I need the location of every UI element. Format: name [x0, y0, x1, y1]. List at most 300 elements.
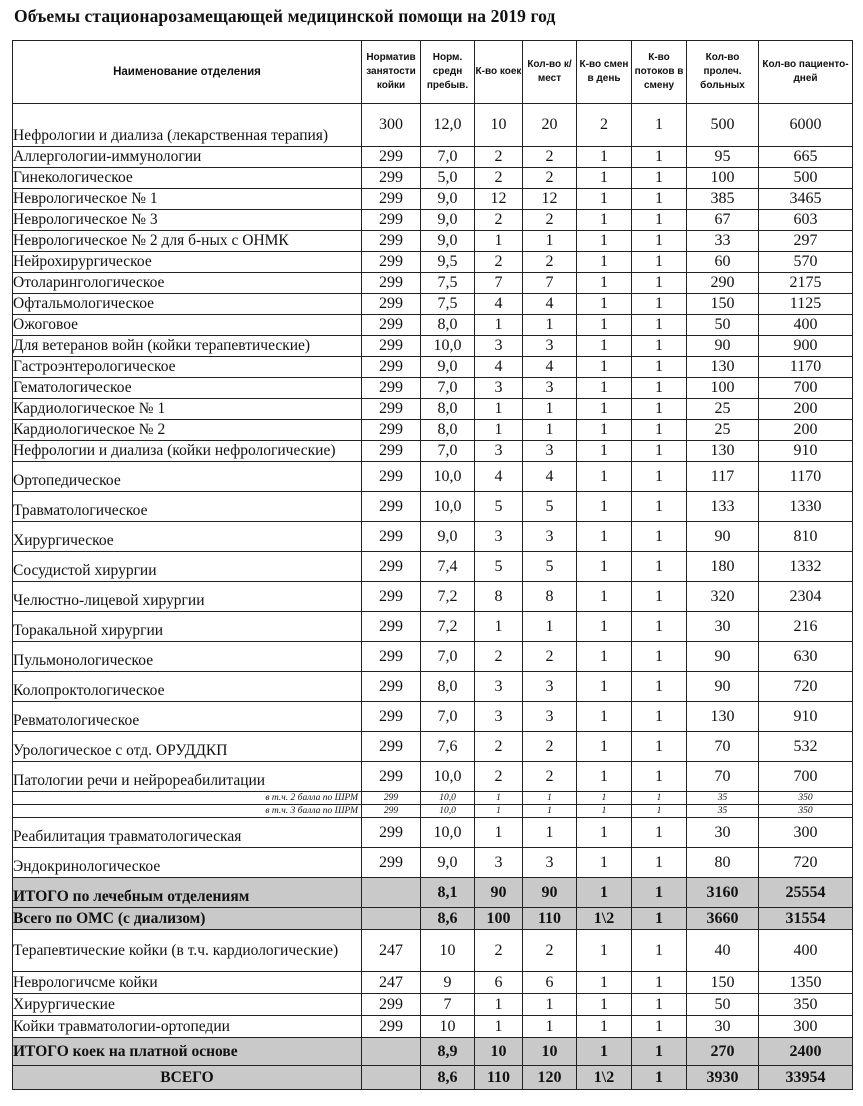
department-name: ВСЕГО [13, 1066, 362, 1090]
header-places-count: Кол-во к/мест [523, 41, 577, 104]
cell-value: 1 [632, 399, 687, 420]
table-row [13, 732, 853, 762]
cell-value: 10,0 [421, 762, 475, 792]
cell-value: 35 [687, 792, 759, 805]
cell-value: 3660 [687, 908, 759, 930]
table-row [13, 582, 853, 612]
department-name: Гастроэнтерологическое [13, 357, 362, 378]
cell-value: 10 [475, 104, 523, 147]
cell-value: 6 [475, 972, 523, 994]
cell-value: 1 [577, 336, 632, 357]
cell-value: 2 [475, 762, 523, 792]
cell-value: 1 [475, 315, 523, 336]
cell-value: 299 [362, 168, 421, 189]
cell-value: 70 [687, 732, 759, 762]
subtotal-row [13, 792, 853, 805]
department-name: Неврологическое № 2 для б-ных с ОНМК [13, 231, 362, 252]
department-name: Офтальмологическое [13, 294, 362, 315]
cell-value: 1 [632, 104, 687, 147]
cell-value: 31554 [759, 908, 853, 930]
cell-value: 1125 [759, 294, 853, 315]
cell-value: 5 [523, 552, 577, 582]
cell-value: 1 [632, 818, 687, 848]
page-title: Объемы стационарозамещающей медицинской помощи на 2019 год [14, 6, 556, 26]
cell-value: 7 [523, 273, 577, 294]
cell-value: 150 [687, 972, 759, 994]
cell-value: 25 [687, 420, 759, 441]
cell-value: 247 [362, 930, 421, 972]
cell-value: 720 [759, 848, 853, 878]
cell-value: 90 [687, 522, 759, 552]
cell-value: 299 [362, 315, 421, 336]
cell-value: 247 [362, 972, 421, 994]
cell-value: 2 [475, 210, 523, 231]
department-name: Неврологическое № 3 [13, 210, 362, 231]
cell-value: 60 [687, 252, 759, 273]
cell-value: 299 [362, 994, 421, 1016]
cell-value: 300 [759, 1016, 853, 1038]
department-name: Хирургические [13, 994, 362, 1016]
cell-value: 1 [632, 252, 687, 273]
cell-value: 1 [632, 930, 687, 972]
cell-value [362, 878, 421, 908]
cell-value: 700 [759, 378, 853, 399]
cell-value: 1 [632, 732, 687, 762]
cell-value: 8,6 [421, 1066, 475, 1090]
cell-value: 117 [687, 462, 759, 492]
cell-value: 150 [687, 294, 759, 315]
cell-value: 30 [687, 612, 759, 642]
cell-value: 2 [523, 930, 577, 972]
header-bed-occupancy-norm: Норматив занятости койки [362, 41, 421, 104]
cell-value: 1 [632, 582, 687, 612]
cell-value: 1 [632, 378, 687, 399]
cell-value: 10 [421, 1016, 475, 1038]
cell-value: 1 [632, 994, 687, 1016]
department-name: Ортопедическое [13, 462, 362, 492]
table-row [13, 273, 853, 294]
cell-value: 1 [577, 612, 632, 642]
cell-value: 1 [632, 1066, 687, 1090]
cell-value: 1 [577, 818, 632, 848]
cell-value: 5 [523, 492, 577, 522]
table-row [13, 210, 853, 231]
cell-value: 3 [523, 336, 577, 357]
cell-value: 8 [475, 582, 523, 612]
cell-value: 67 [687, 210, 759, 231]
cell-value: 5 [475, 552, 523, 582]
cell-value: 720 [759, 672, 853, 702]
cell-value: 1 [632, 848, 687, 878]
cell-value: 1 [632, 762, 687, 792]
cell-value [362, 1066, 421, 1090]
table-row [13, 378, 853, 399]
cell-value: 299 [362, 672, 421, 702]
cell-value: 2 [475, 252, 523, 273]
cell-value: 385 [687, 189, 759, 210]
cell-value: 100 [687, 378, 759, 399]
table-row [13, 762, 853, 792]
table-row [13, 357, 853, 378]
cell-value: 665 [759, 147, 853, 168]
cell-value: 130 [687, 441, 759, 462]
cell-value: 270 [687, 1038, 759, 1066]
cell-value: 1 [577, 147, 632, 168]
cell-value: 350 [759, 792, 853, 805]
table-row [13, 1016, 853, 1038]
table-row [13, 315, 853, 336]
cell-value [362, 1038, 421, 1066]
cell-value: 603 [759, 210, 853, 231]
table-row [13, 848, 853, 878]
total-row [13, 1038, 853, 1066]
cell-value: 910 [759, 441, 853, 462]
cell-value: 1 [577, 273, 632, 294]
cell-value: 3 [523, 672, 577, 702]
cell-value: 130 [687, 702, 759, 732]
cell-value: 1\2 [577, 908, 632, 930]
cell-value: 2 [523, 762, 577, 792]
cell-value: 299 [362, 420, 421, 441]
cell-value: 299 [362, 189, 421, 210]
cell-value: 9,0 [421, 231, 475, 252]
cell-value: 9,0 [421, 522, 475, 552]
department-name: Ревматологическое [13, 702, 362, 732]
cell-value: 3 [523, 522, 577, 552]
cell-value: 3 [523, 702, 577, 732]
cell-value: 8 [523, 582, 577, 612]
cell-value: 299 [362, 462, 421, 492]
cell-value: 4 [475, 462, 523, 492]
table-row [13, 336, 853, 357]
cell-value: 1 [577, 210, 632, 231]
cell-value: 1 [577, 582, 632, 612]
cell-value: 4 [475, 357, 523, 378]
cell-value: 8,0 [421, 315, 475, 336]
total-row [13, 878, 853, 908]
department-name: Нефрологии и диализа (койки нефрологические) [13, 441, 362, 462]
cell-value: 1 [523, 420, 577, 441]
cell-value: 500 [687, 104, 759, 147]
cell-value: 299 [362, 818, 421, 848]
cell-value: 350 [759, 994, 853, 1016]
cell-value: 299 [362, 522, 421, 552]
department-name: Нефрологии и диализа (лекарственная терапия) [13, 104, 362, 147]
department-name: Эндокринологическое [13, 848, 362, 878]
cell-value: 8,1 [421, 878, 475, 908]
cell-value: 100 [475, 908, 523, 930]
cell-value: 8,9 [421, 1038, 475, 1066]
cell-value: 1 [632, 147, 687, 168]
cell-value: 200 [759, 420, 853, 441]
cell-value: 40 [687, 930, 759, 972]
cell-value: 299 [362, 378, 421, 399]
cell-value: 810 [759, 522, 853, 552]
cell-value: 10,0 [421, 818, 475, 848]
cell-value: 1 [632, 1016, 687, 1038]
cell-value: 1 [475, 994, 523, 1016]
cell-value: 1 [475, 612, 523, 642]
department-name: Патологии речи и нейрореабилитации [13, 762, 362, 792]
cell-value: 1 [632, 189, 687, 210]
cell-value: 1 [577, 522, 632, 552]
cell-value: 299 [362, 582, 421, 612]
cell-value: 8,6 [421, 908, 475, 930]
cell-value: 400 [759, 315, 853, 336]
cell-value: 299 [362, 702, 421, 732]
cell-value: 1 [577, 357, 632, 378]
table-row [13, 994, 853, 1016]
cell-value: 3 [475, 522, 523, 552]
cell-value: 1330 [759, 492, 853, 522]
cell-value: 30 [687, 818, 759, 848]
cell-value: 1 [577, 1038, 632, 1066]
cell-value: 1 [523, 231, 577, 252]
header-patient-days: Кол-во пациенто-дней [759, 41, 853, 104]
cell-value: 8,0 [421, 420, 475, 441]
cell-value: 1 [632, 792, 687, 805]
department-name: Реабилитация травматологическая [13, 818, 362, 848]
volumes-table [12, 40, 853, 1090]
cell-value: 1 [523, 1016, 577, 1038]
cell-value: 2 [475, 732, 523, 762]
cell-value: 9,5 [421, 252, 475, 273]
cell-value: 1 [523, 792, 577, 805]
table-row [13, 147, 853, 168]
department-name: Кардиологическое № 2 [13, 420, 362, 441]
table-row [13, 612, 853, 642]
cell-value: 90 [687, 336, 759, 357]
cell-value: 7,2 [421, 612, 475, 642]
cell-value: 1 [523, 612, 577, 642]
cell-value: 33954 [759, 1066, 853, 1090]
cell-value: 20 [523, 104, 577, 147]
header-department: Наименование отделения [13, 41, 362, 104]
cell-value: 6 [523, 972, 577, 994]
cell-value: 3 [475, 336, 523, 357]
cell-value: 10,0 [421, 492, 475, 522]
cell-value: 9,0 [421, 189, 475, 210]
cell-value: 1 [632, 420, 687, 441]
cell-value: 1 [577, 294, 632, 315]
cell-value: 1 [523, 818, 577, 848]
cell-value: 3 [475, 672, 523, 702]
cell-value: 400 [759, 930, 853, 972]
cell-value: 9,0 [421, 357, 475, 378]
cell-value: 12 [475, 189, 523, 210]
cell-value: 299 [362, 357, 421, 378]
cell-value: 7,0 [421, 702, 475, 732]
cell-value: 1 [632, 552, 687, 582]
cell-value: 7 [475, 273, 523, 294]
cell-value: 1 [577, 441, 632, 462]
department-name: Неврологическое № 1 [13, 189, 362, 210]
department-name: Терапевтические койки (в т.ч. кардиологические) [13, 930, 362, 972]
cell-value: 2 [577, 104, 632, 147]
cell-value: 100 [687, 168, 759, 189]
cell-value: 1 [523, 315, 577, 336]
cell-value: 1 [577, 878, 632, 908]
department-name: Всего по ОМС (с диализом) [13, 908, 362, 930]
cell-value: 1 [577, 972, 632, 994]
cell-value: 570 [759, 252, 853, 273]
cell-value: 1 [577, 672, 632, 702]
cell-value: 299 [362, 441, 421, 462]
table-row [13, 552, 853, 582]
cell-value: 133 [687, 492, 759, 522]
cell-value: 1 [632, 231, 687, 252]
cell-value: 1 [577, 805, 632, 818]
table-row [13, 399, 853, 420]
cell-value: 50 [687, 994, 759, 1016]
cell-value: 1332 [759, 552, 853, 582]
cell-value: 1 [632, 294, 687, 315]
cell-value: 2 [523, 168, 577, 189]
cell-value: 7,2 [421, 582, 475, 612]
header-beds-count: К-во коек [475, 41, 523, 104]
table-row [13, 672, 853, 702]
cell-value: 1 [632, 441, 687, 462]
cell-value: 1 [577, 552, 632, 582]
table-row [13, 231, 853, 252]
department-name: Торакальной хирургии [13, 612, 362, 642]
cell-value: 10,0 [421, 805, 475, 818]
cell-value: 910 [759, 702, 853, 732]
cell-value: 7,0 [421, 147, 475, 168]
cell-value: 532 [759, 732, 853, 762]
cell-value: 299 [362, 1016, 421, 1038]
cell-value: 1 [577, 378, 632, 399]
department-name: Аллергологии-иммунологии [13, 147, 362, 168]
cell-value: 9,0 [421, 210, 475, 231]
table-row [13, 462, 853, 492]
cell-value: 1 [475, 399, 523, 420]
cell-value: 33 [687, 231, 759, 252]
cell-value: 299 [362, 147, 421, 168]
department-name: Койки травматологии-ортопедии [13, 1016, 362, 1038]
cell-value: 1 [577, 189, 632, 210]
cell-value: 1 [523, 994, 577, 1016]
cell-value: 299 [362, 732, 421, 762]
cell-value: 2400 [759, 1038, 853, 1066]
cell-value: 1 [577, 168, 632, 189]
department-name: Отоларингологическое [13, 273, 362, 294]
cell-value: 4 [523, 462, 577, 492]
cell-value: 3930 [687, 1066, 759, 1090]
cell-value: 1 [632, 210, 687, 231]
cell-value: 216 [759, 612, 853, 642]
cell-value: 70 [687, 762, 759, 792]
cell-value: 10 [523, 1038, 577, 1066]
cell-value: 1 [475, 792, 523, 805]
cell-value: 90 [523, 878, 577, 908]
cell-value: 25 [687, 399, 759, 420]
cell-value: 7,0 [421, 378, 475, 399]
cell-value: 1 [577, 252, 632, 273]
cell-value: 3465 [759, 189, 853, 210]
department-name: Хирургическое [13, 522, 362, 552]
table-row [13, 294, 853, 315]
cell-value: 8,0 [421, 399, 475, 420]
cell-value: 1 [577, 702, 632, 732]
cell-value: 1 [632, 168, 687, 189]
cell-value: 1 [577, 399, 632, 420]
department-name: Ожоговое [13, 315, 362, 336]
cell-value: 900 [759, 336, 853, 357]
cell-value: 1 [632, 878, 687, 908]
cell-value: 1 [577, 462, 632, 492]
cell-value: 300 [362, 104, 421, 147]
cell-value: 1 [475, 420, 523, 441]
cell-value: 1170 [759, 357, 853, 378]
cell-value: 290 [687, 273, 759, 294]
cell-value: 2 [523, 642, 577, 672]
cell-value: 3 [523, 848, 577, 878]
cell-value: 3160 [687, 878, 759, 908]
cell-value: 1 [632, 972, 687, 994]
cell-value: 1 [632, 702, 687, 732]
cell-value: 1 [475, 1016, 523, 1038]
department-name: Травматологическое [13, 492, 362, 522]
cell-value: 1 [577, 1016, 632, 1038]
cell-value: 1 [577, 848, 632, 878]
header-flows-per-shift: К-во потоков в смену [632, 41, 687, 104]
table-row [13, 930, 853, 972]
cell-value: 299 [362, 792, 421, 805]
cell-value: 2 [475, 930, 523, 972]
table-row [13, 702, 853, 732]
cell-value: 5,0 [421, 168, 475, 189]
cell-value: 1 [632, 522, 687, 552]
cell-value: 110 [523, 908, 577, 930]
cell-value: 299 [362, 210, 421, 231]
cell-value: 5 [475, 492, 523, 522]
cell-value: 299 [362, 552, 421, 582]
table-row [13, 642, 853, 672]
cell-value: 299 [362, 231, 421, 252]
department-name: Колопроктологическое [13, 672, 362, 702]
cell-value: 1170 [759, 462, 853, 492]
cell-value: 1 [577, 315, 632, 336]
department-name: в т.ч. 3 балла по ШРМ [13, 805, 362, 818]
cell-value: 299 [362, 273, 421, 294]
department-name: Неврологичсме койки [13, 972, 362, 994]
table-row [13, 818, 853, 848]
cell-value: 1 [632, 805, 687, 818]
table-row [13, 492, 853, 522]
cell-value: 110 [475, 1066, 523, 1090]
cell-value: 2 [523, 147, 577, 168]
table-row [13, 189, 853, 210]
cell-value: 350 [759, 805, 853, 818]
cell-value: 7 [421, 994, 475, 1016]
cell-value: 299 [362, 848, 421, 878]
cell-value: 1 [523, 805, 577, 818]
cell-value: 35 [687, 805, 759, 818]
cell-value: 1 [632, 672, 687, 702]
cell-value: 8,0 [421, 672, 475, 702]
cell-value: 120 [523, 1066, 577, 1090]
cell-value: 1 [475, 818, 523, 848]
cell-value: 299 [362, 492, 421, 522]
cell-value: 299 [362, 294, 421, 315]
subtotal-row [13, 805, 853, 818]
cell-value: 90 [687, 642, 759, 672]
cell-value: 10 [475, 1038, 523, 1066]
cell-value: 7,4 [421, 552, 475, 582]
cell-value: 2 [523, 732, 577, 762]
cell-value: 1 [632, 462, 687, 492]
